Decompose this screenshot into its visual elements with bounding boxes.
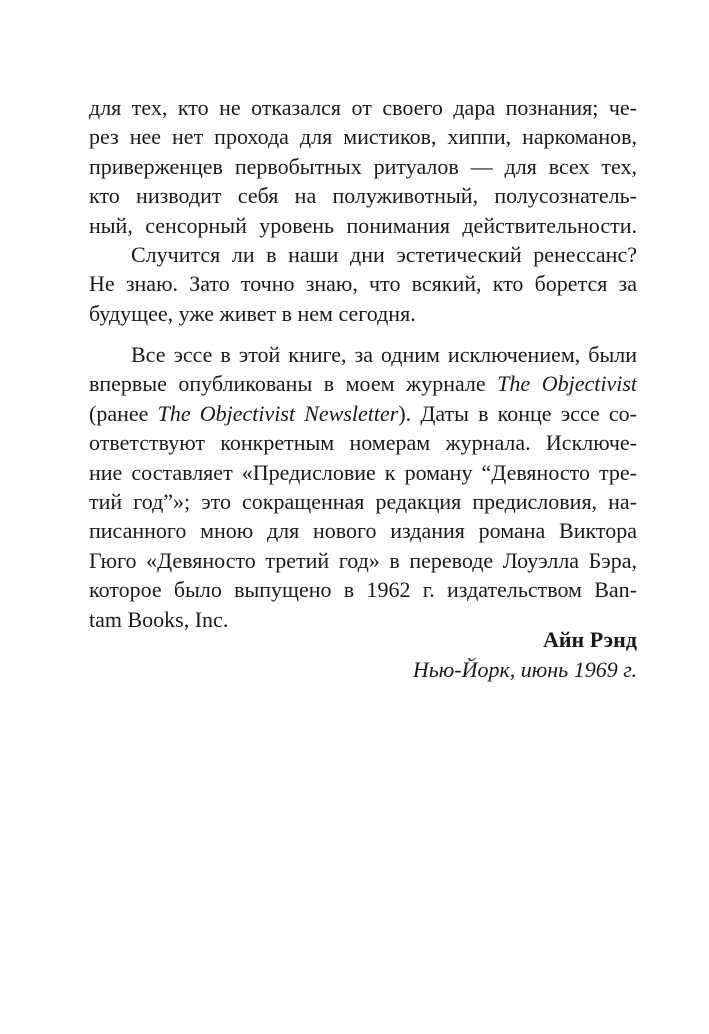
paragraph-3-line-text: Все эссе в этой книге, за одним исключением, были	[131, 342, 637, 367]
paragraph-3-line: tam Books, Inc.	[89, 606, 229, 632]
paragraph-1-line: приверженцев первобытных ритуалов — для всех тех,	[89, 153, 637, 179]
text-block-top	[89, 93, 637, 328]
paragraph-3-line: которое было выпущено в 1962 г. издательством Ban-	[89, 577, 637, 603]
paragraph-2-line	[89, 240, 637, 269]
paragraph-3-line	[89, 340, 637, 369]
paragraph-2-line: Не знаю. Зато точно знаю, что всякий, кто борется за	[89, 271, 637, 297]
paragraph-3-text: ). Даты в конце эссе со-	[398, 400, 638, 426]
newsletter-title: The Objectivist Newsletter	[157, 400, 399, 426]
paragraph-2-line: будущее, уже живет в нем сегодня.	[89, 300, 416, 326]
paragraph-2-line-text: Случится ли в наши дни эстетический ренессанс?	[131, 241, 637, 267]
paragraph-3-line	[89, 369, 637, 398]
paragraph-3-line: ние составляет «Предисловие к роману “Девяносто тре-	[89, 459, 637, 485]
paragraph-1-line: ный, сенсорный уровень понимания действительности.	[89, 212, 637, 238]
place-date: Нью-Йорк, июнь 1969 г.	[412, 657, 637, 682]
signature	[413, 625, 637, 685]
paragraph-3-line: писанного мною для нового издания романа Виктора	[89, 518, 637, 544]
paragraph-3-text: (ранее	[89, 400, 158, 426]
paragraph-1-line: рез нее нет прохода для мистиков, хиппи, наркоманов,	[89, 124, 637, 150]
paragraph-3-text: впервые опубликованы в моем журнале	[89, 371, 498, 397]
paragraph-3-line: Гюго «Девяносто третий год» в переводе Лоуэлла Бэра,	[89, 547, 637, 573]
paragraph-3-line: тий год”»; это сокращенная редакция предисловия, на-	[89, 488, 637, 514]
paragraph-3-line	[89, 399, 637, 428]
journal-title: The Objectivist	[497, 371, 637, 397]
paragraph-1-line: для тех, кто не отказался от своего дара познания; че-	[89, 95, 637, 120]
paragraph-1-line: кто низводит себя на полуживотный, полусознатель-	[89, 183, 637, 209]
paragraph-3-line: ответствуют конкретным номерам журнала. Исключе-	[89, 430, 637, 456]
text-block-note	[89, 340, 637, 634]
author-name: Айн Рэнд	[542, 627, 637, 652]
